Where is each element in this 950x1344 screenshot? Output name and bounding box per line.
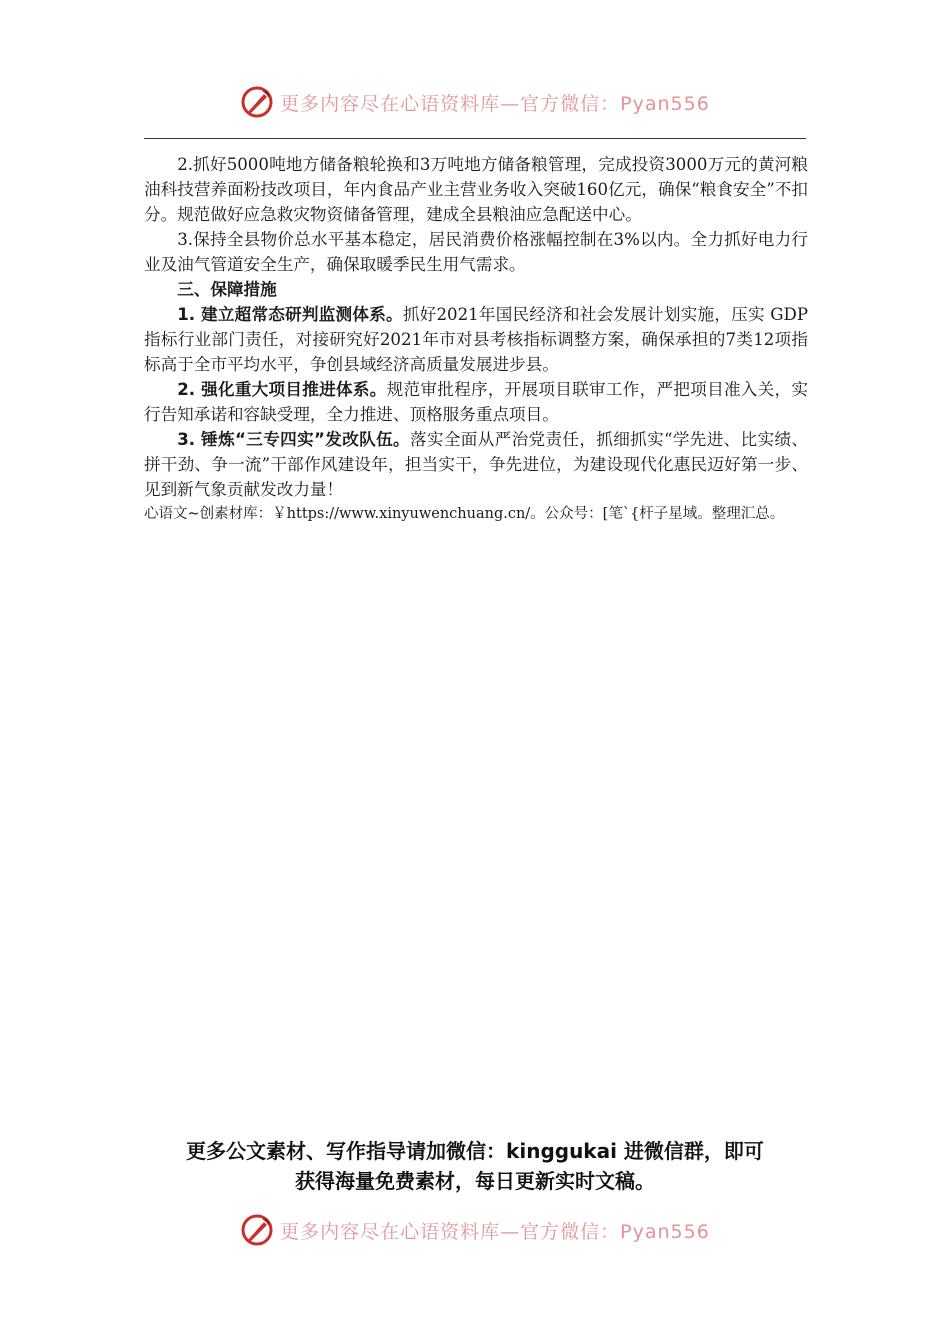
source-line: 心语文~创素材库：￥https://www.xinyuwenchuang.cn/。公众号：[笔`{杆子星域。整理汇总。 <box>144 506 785 522</box>
promo-block <box>144 1136 806 1196</box>
paragraph-price-stability: 3.保持全县物价总水平基本稳定，居民消费价格涨幅控制在3%以内。全力抓好电力行业及油气管道安全生产，确保取暖季民生用气需求。 <box>144 230 808 274</box>
header-banner <box>0 82 950 122</box>
quill-logo-icon <box>240 85 274 119</box>
header-divider <box>144 138 806 139</box>
promo-line-1: 更多公文素材、写作指导请加微信：kinggukai 进微信群，即可 <box>186 1139 764 1163</box>
header-banner-text: 更多内容尽在心语资料库—官方微信：Pyan556 <box>280 92 710 115</box>
measure-text: 规范审批程序，开展项目联审工作，严把项目准入关，实行告知承诺和容缺受理，全力推进、顶格服务重点项目。 <box>144 380 808 424</box>
footer-banner-text: 更多内容尽在心语资料库—官方微信：Pyan556 <box>280 1220 710 1243</box>
measure-item-2 <box>144 377 808 427</box>
document-body <box>144 152 808 527</box>
paragraph-grain-reserve: 2.抓好5000吨地方储备粮轮换和3万吨地方储备粮管理，完成投资3000万元的黄河粮油科技营养面粉技改项目，年内食品产业主营业务收入突破160亿元，确保“粮食安全”不扣分。规范做好应急救灾物资储备管理，建成全县粮油应急配送中心。 <box>144 155 808 224</box>
section-heading: 三、保障措施 <box>177 280 277 299</box>
promo-line-2: 获得海量免费素材，每日更新实时文稿。 <box>295 1169 655 1193</box>
measure-item-3 <box>144 427 808 502</box>
measure-lead: 3. 锤炼“三专四实”发改队伍。 <box>177 430 410 449</box>
measure-text: 落实全面从严治党责任，抓细抓实“学先进、比实绩、拼干劲、争一流”干部作风建设年，担当实干，争先进位，为建设现代化惠民迈好第一步、见到新气象贡献发改力量！ <box>144 430 808 499</box>
measure-lead: 1. 建立超常态研判监测体系。 <box>177 305 403 324</box>
measure-item-1 <box>144 302 808 377</box>
quill-logo-icon <box>240 1213 274 1247</box>
measure-lead: 2. 强化重大项目推进体系。 <box>177 380 387 399</box>
measure-text: 抓好2021年国民经济和社会发展计划实施，压实 GDP指标行业部门责任，对接研究好2021年市对县考核指标调整方案，确保承担的7类12项指标高于全市平均水平，争创县域经济高质量发展进步县。 <box>144 305 808 374</box>
footer-banner <box>0 1210 950 1250</box>
